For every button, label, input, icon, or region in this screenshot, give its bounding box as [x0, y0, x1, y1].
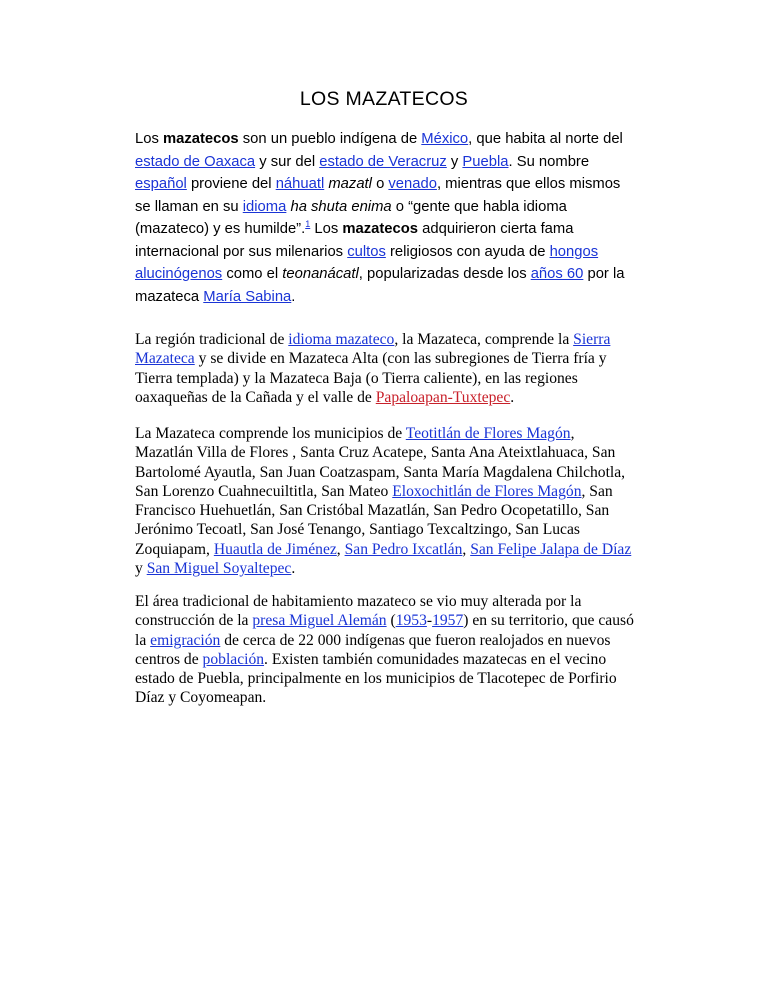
text: El área tradicional de habitamiento mazateco se vio muy alterada por la construcción de la [135, 593, 582, 630]
text: , mientras que ellos mismos se llaman en su [135, 176, 621, 215]
italic-term: mazatl [328, 176, 372, 192]
link-sierra-mazateca[interactable]: Sierra Mazateca [135, 331, 611, 368]
text: adquirieron cierta fama internacional por sus milenarios [135, 221, 574, 260]
link-puebla[interactable]: Puebla [462, 153, 509, 170]
municipalities-paragraph [135, 424, 635, 578]
text: religiosos con ayuda de [385, 243, 550, 260]
link-teotitlan[interactable]: Teotitlán de Flores Magón [405, 425, 571, 442]
link-anos-60[interactable]: años 60 [530, 266, 584, 282]
text: de cerca de 22 000 indígenas que fueron realojados en nuevos centros de [135, 631, 611, 668]
link-emigracion[interactable]: emigración [150, 631, 221, 649]
text: La región tradicional de [135, 331, 289, 348]
text: , [336, 540, 345, 558]
footnote-link[interactable]: 1 [305, 219, 311, 230]
text: . [510, 388, 515, 406]
text: . Existen también comunidades mazatecas en el vecino estado de Puebla, principalmente en los municipios de Tlacotepec de Porfirio Díaz y Coyomeapan. [135, 650, 617, 707]
text: , popularizadas desde los [358, 266, 531, 282]
region-paragraph [135, 330, 635, 407]
page-title: LOS MAZATECOS [299, 88, 469, 110]
habitat-paragraph [135, 592, 635, 708]
link-cultos[interactable]: cultos [347, 243, 386, 260]
text: , la Mazateca, comprende la [394, 331, 574, 348]
text: Los [310, 221, 343, 237]
text: , que habita al norte del [468, 131, 623, 147]
intro-paragraph [135, 128, 635, 308]
text: , [462, 540, 471, 558]
text: proviene del [186, 176, 276, 192]
text: por la mazateca [135, 266, 625, 305]
text: , San Francisco Huehuetlán, San Cristóbal Mazatlán, San Pedro Ocopetatillo, San Jerónimo Tecoatl, San José Tenango, Santiago Texcaltzingo, San Lucas Zoquiapam, [135, 482, 613, 558]
link-papaloapan-tuxtepec[interactable]: Papaloapan-Tuxtepec [375, 388, 511, 406]
link-estado-de-oaxaca[interactable]: estado de Oaxaca [135, 153, 256, 170]
text: son un pueblo indígena de [238, 131, 422, 147]
link-poblacion[interactable]: población [202, 650, 265, 668]
link-idioma-mazateco[interactable]: idioma mazateco [288, 331, 395, 348]
link-huautla[interactable]: Huautla de Jiménez [213, 540, 337, 558]
italic-term: teonanácatl [282, 266, 359, 282]
text: La Mazateca comprende los municipios de [135, 425, 406, 442]
text: o [371, 176, 389, 192]
link-1953[interactable]: 1953 [395, 612, 427, 630]
link-hongos-alucinogenos[interactable]: hongos alucinógenos [135, 243, 599, 282]
link-eloxochitlan[interactable]: Eloxochitlán de Flores Magón [392, 482, 582, 500]
text: , Mazatlán Villa de Flores , Santa Cruz Acatepe, Santa Ana Ateixtlahuaca, San Bartolomé Ayautla, San Juan Coatzaspam, Santa María Magdalena Chilchotla, San Lorenzo Cuahnecuiltitla, San Mateo [135, 425, 626, 500]
text: y se divide en Mazateca Alta (con las subregiones de Tierra fría y Tierra templada) y la Mazateca Baja (o Tierra caliente), en las regiones oaxaqueñas de la Cañada y el valle de [135, 350, 607, 406]
link-1957[interactable]: 1957 [432, 612, 464, 630]
link-ixcatlan[interactable]: San Pedro Ixcatlán [344, 540, 463, 558]
text: como el [222, 266, 283, 282]
link-idioma[interactable]: idioma [242, 198, 287, 215]
text: y sur del [255, 153, 320, 170]
text: y [135, 560, 147, 578]
link-maria-sabina[interactable]: María Sabina [203, 288, 292, 305]
link-presa-miguel-aleman[interactable]: presa Miguel Alemán [252, 612, 387, 630]
link-espanol[interactable]: español [135, 176, 187, 192]
link-nahuatl[interactable]: náhuatl [275, 176, 325, 192]
bold-term: mazatecos [342, 221, 419, 237]
text: . Su nombre [508, 153, 590, 170]
text: ( [386, 612, 396, 630]
text: y [446, 153, 463, 170]
link-mexico[interactable]: México [421, 131, 469, 147]
italic-term: ha shuta enima [290, 198, 392, 215]
link-jalapa[interactable]: San Felipe Jalapa de Díaz [470, 540, 632, 558]
text: ) en su territorio, que causó la [135, 612, 634, 649]
text: . [291, 288, 296, 305]
text: Los [135, 131, 163, 147]
text: - [426, 612, 433, 630]
link-venado[interactable]: venado [388, 176, 437, 192]
text: o “gente que habla idioma (mazateco) y es humilde”. [135, 198, 567, 237]
link-estado-de-veracruz[interactable]: estado de Veracruz [319, 153, 447, 170]
bold-term: mazatecos [162, 131, 239, 147]
link-soyaltepec[interactable]: San Miguel Soyaltepec [146, 560, 292, 578]
text: . [291, 560, 296, 578]
